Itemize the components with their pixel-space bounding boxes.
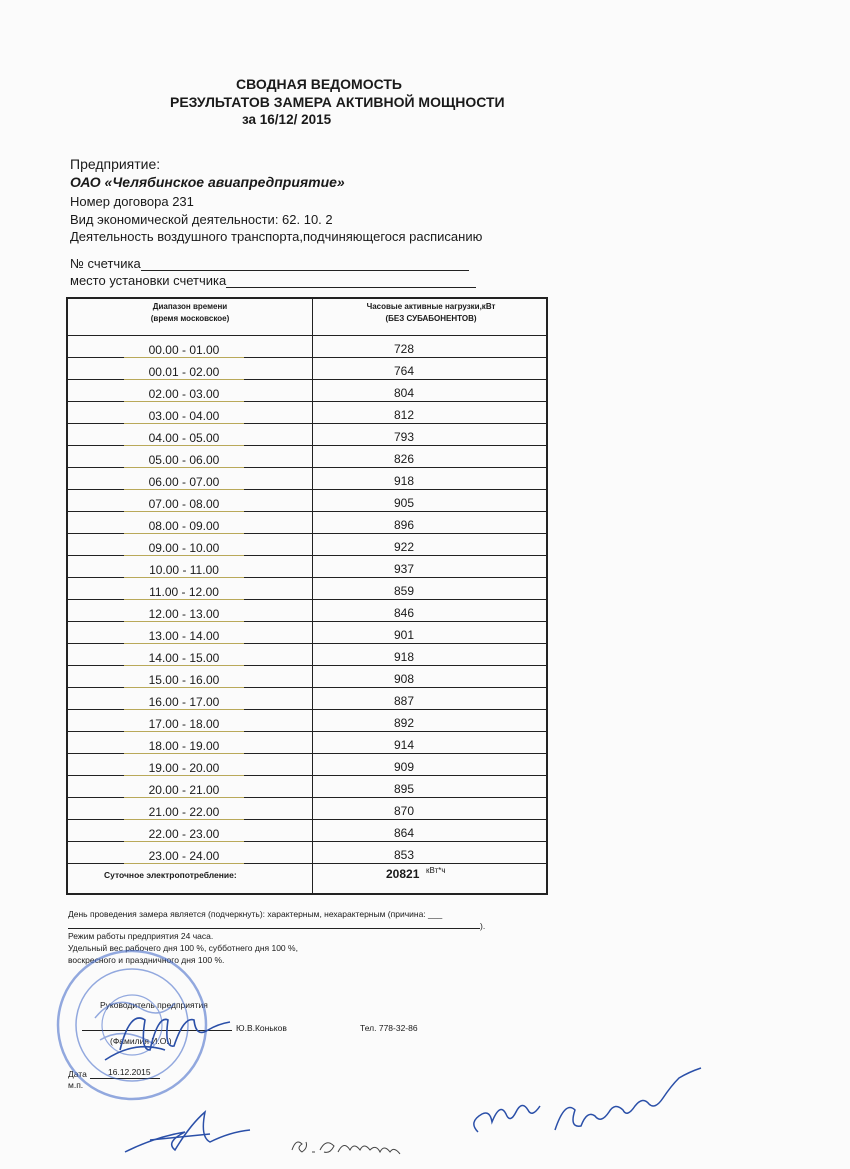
table-row <box>68 336 546 358</box>
time-range-cell: 04.00 - 05.00 <box>124 432 244 446</box>
table-row <box>68 534 546 556</box>
table-row <box>68 380 546 402</box>
load-value-cell: 909 <box>394 760 415 774</box>
time-range-cell: 07.00 - 08.00 <box>124 498 244 512</box>
time-range-cell: 13.00 - 14.00 <box>124 630 244 644</box>
reason-line <box>68 928 480 929</box>
meter-number-field <box>70 256 469 271</box>
meter-place-label: место установки счетчика <box>70 273 227 288</box>
col2-header-line1: Часовые активные нагрузки,кВт <box>366 302 496 311</box>
table-row <box>68 842 546 864</box>
table-total-row <box>68 862 546 895</box>
load-value-cell: 908 <box>394 672 415 686</box>
time-range-cell: 02.00 - 03.00 <box>124 388 244 402</box>
table-row <box>68 732 546 754</box>
load-value-cell: 812 <box>394 408 415 422</box>
time-range-cell: 19.00 - 20.00 <box>124 762 244 776</box>
activity-code: Вид экономической деятельности: 62. 10. 2 <box>70 212 333 227</box>
time-range-cell: 16.00 - 17.00 <box>124 696 244 710</box>
table-row <box>68 622 546 644</box>
time-range-cell: 12.00 - 13.00 <box>124 608 244 622</box>
power-table <box>66 297 548 895</box>
load-value-cell: 793 <box>394 430 415 444</box>
table-row <box>68 424 546 446</box>
load-value-cell: 864 <box>394 826 415 840</box>
time-range-cell: 00.00 - 01.00 <box>124 344 244 358</box>
table-row <box>68 820 546 842</box>
time-range-cell: 22.00 - 23.00 <box>124 828 244 842</box>
time-range-cell: 15.00 - 16.00 <box>124 674 244 688</box>
load-value-cell: 846 <box>394 606 415 620</box>
enterprise-name: ОАО «Челябинское авиапредприятие» <box>70 174 345 190</box>
mp-label: м.п. <box>68 1080 84 1090</box>
head-label: Руководитель предприятия <box>100 1000 208 1010</box>
load-value-cell: 804 <box>394 386 415 400</box>
time-range-cell: 18.00 - 19.00 <box>124 740 244 754</box>
table-row <box>68 512 546 534</box>
time-range-cell: 00.01 - 02.00 <box>124 366 244 380</box>
table-header-row <box>68 299 546 336</box>
time-range-cell: 11.00 - 12.00 <box>124 586 244 600</box>
head-name: Ю.В.Коньков <box>236 1023 287 1033</box>
phone: Тел. 778-32-86 <box>360 1023 418 1033</box>
total-label: Суточное электропотребление: <box>104 870 237 880</box>
table-row <box>68 688 546 710</box>
time-range-cell: 20.00 - 21.00 <box>124 784 244 798</box>
bottom-signature-middle <box>292 1142 400 1154</box>
table-row <box>68 776 546 798</box>
load-value-cell: 914 <box>394 738 415 752</box>
table-row <box>68 446 546 468</box>
doc-title-line1: СВОДНАЯ ВЕДОМОСТЬ <box>236 76 402 92</box>
total-value: 20821 <box>386 867 420 881</box>
col1-header-line2: (время московское) <box>150 314 230 323</box>
time-range-cell: 21.00 - 22.00 <box>124 806 244 820</box>
fio-label: (Фамилия И.О.) <box>110 1036 172 1046</box>
table-row <box>68 798 546 820</box>
enterprise-label: Предприятие: <box>70 156 161 172</box>
table-row <box>68 578 546 600</box>
col2-header-line2: (БЕЗ СУБАБОНЕНТОВ) <box>385 314 477 323</box>
time-range-cell: 05.00 - 06.00 <box>124 454 244 468</box>
time-range-cell: 17.00 - 18.00 <box>124 718 244 732</box>
table-row <box>68 754 546 776</box>
load-value-cell: 728 <box>394 342 415 356</box>
table-row <box>68 402 546 424</box>
load-value-cell: 918 <box>394 650 415 664</box>
load-value-cell: 895 <box>394 782 415 796</box>
load-value-cell: 937 <box>394 562 415 576</box>
day-share-line2: воскресного и праздничного дня 100 %. <box>68 955 225 965</box>
time-range-cell: 14.00 - 15.00 <box>124 652 244 666</box>
time-range-cell: 03.00 - 04.00 <box>124 410 244 424</box>
day-type-line: День проведения замера является (подчеркнуть): характерным, нехарактерным (причина: ___ <box>68 909 443 919</box>
table-row <box>68 490 546 512</box>
table-row <box>68 600 546 622</box>
load-value-cell: 918 <box>394 474 415 488</box>
load-value-cell: 853 <box>394 848 415 862</box>
doc-title-line2: РЕЗУЛЬТАТОВ ЗАМЕРА АКТИВНОЙ МОЩНОСТИ <box>170 94 505 110</box>
day-type-close: ). <box>480 921 486 931</box>
date-value: 16.12.2015 <box>108 1067 151 1077</box>
time-range-cell: 10.00 - 11.00 <box>124 564 244 578</box>
day-share-line1: Удельный вес рабочего дня 100 %, субботнего дня 100 %, <box>68 943 298 953</box>
load-value-cell: 922 <box>394 540 415 554</box>
table-row <box>68 710 546 732</box>
table-row <box>68 358 546 380</box>
bottom-signature-left <box>125 1112 250 1152</box>
date-label: Дата <box>68 1069 87 1079</box>
table-row <box>68 666 546 688</box>
meter-place-line <box>226 275 476 288</box>
bottom-signature-right <box>474 1068 701 1132</box>
meter-place-field <box>70 273 476 288</box>
contract-number: Номер договора 231 <box>70 194 194 209</box>
table-row <box>68 644 546 666</box>
meter-number-label: № счетчика <box>70 256 141 271</box>
load-value-cell: 905 <box>394 496 415 510</box>
load-value-cell: 892 <box>394 716 415 730</box>
load-value-cell: 896 <box>394 518 415 532</box>
table-row <box>68 468 546 490</box>
work-mode: Режим работы предприятия 24 часа. <box>68 931 214 941</box>
meter-number-line <box>141 258 469 271</box>
col1-header-line1: Диапазон времени <box>152 302 228 311</box>
table-row <box>68 556 546 578</box>
load-value-cell: 870 <box>394 804 415 818</box>
stamps-and-signatures <box>0 940 850 1169</box>
doc-date: за 16/12/ 2015 <box>242 112 332 127</box>
load-value-cell: 887 <box>394 694 415 708</box>
load-value-cell: 901 <box>394 628 415 642</box>
total-unit: кВт*ч <box>426 866 446 875</box>
load-value-cell: 859 <box>394 584 415 598</box>
time-range-cell: 08.00 - 09.00 <box>124 520 244 534</box>
load-value-cell: 826 <box>394 452 415 466</box>
time-range-cell: 06.00 - 07.00 <box>124 476 244 490</box>
time-range-cell: 09.00 - 10.00 <box>124 542 244 556</box>
activity-description: Деятельность воздушного транспорта,подчиняющегося расписанию <box>70 229 483 244</box>
time-range-cell: 23.00 - 24.00 <box>124 850 244 864</box>
load-value-cell: 764 <box>394 364 415 378</box>
